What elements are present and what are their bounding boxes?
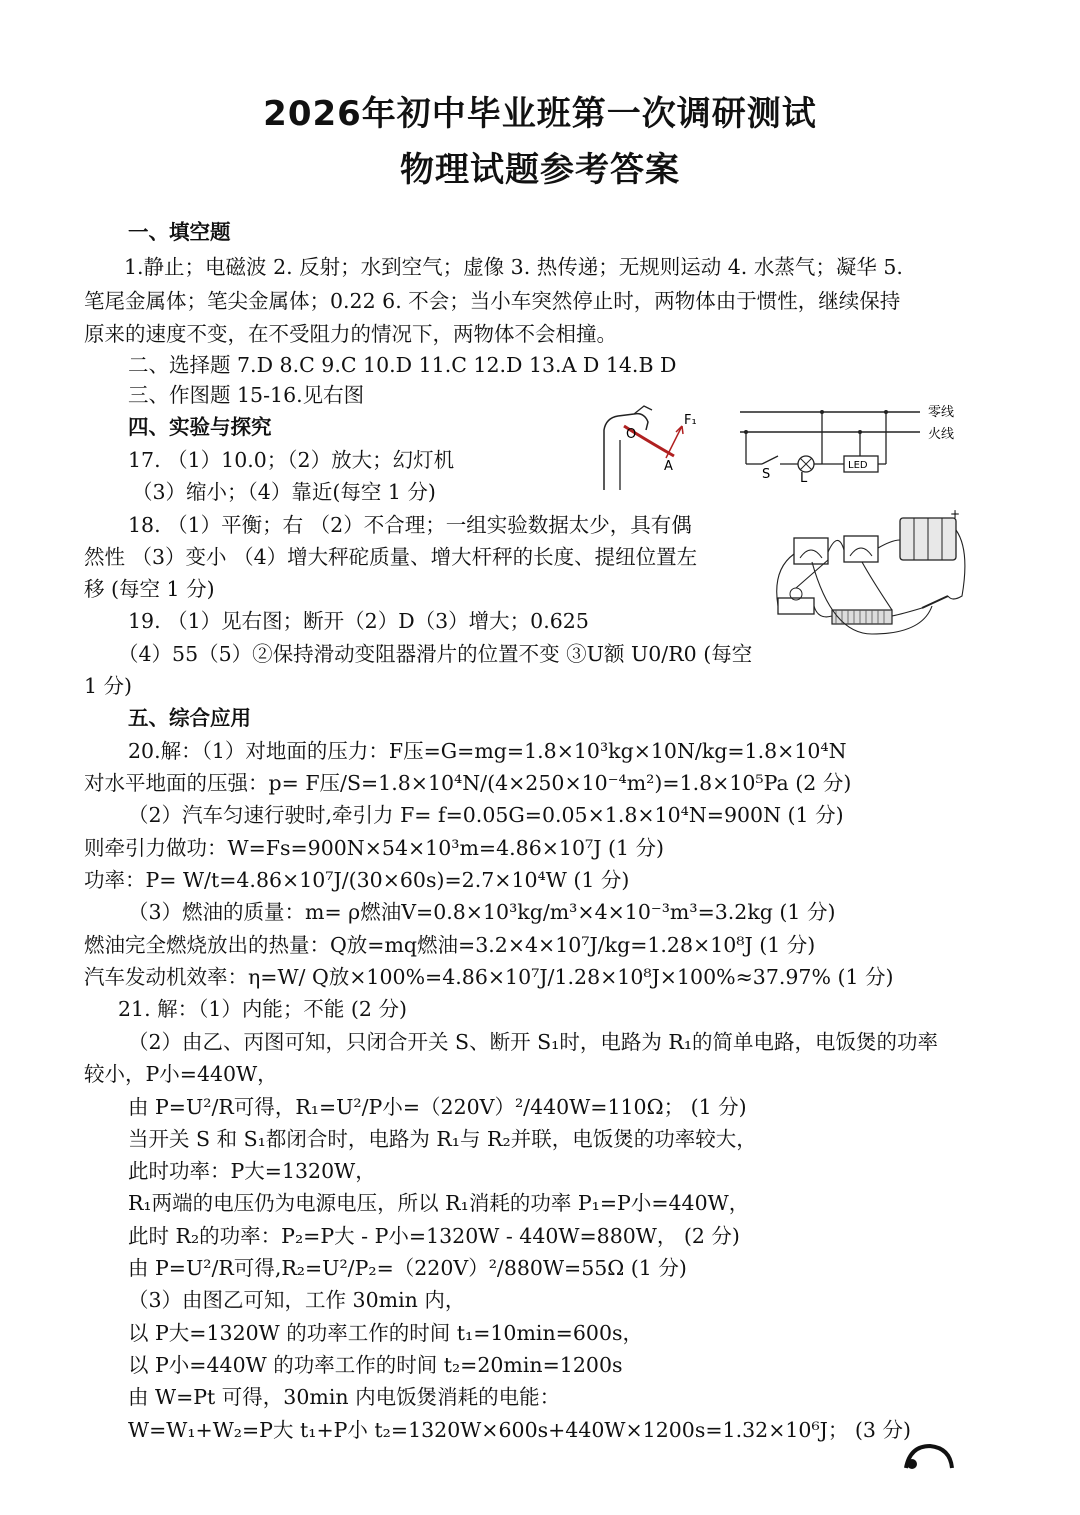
answer-line: 1 分) [84,674,133,698]
answer-line: 以 P大=1320W 的功率工作的时间 t₁=10min=600s， [128,1321,644,1345]
answer-line: 1.静止；电磁波 2. 反射；水到空气；虚像 3. 热传递；无规则运动 4. 水蒸气；凝华 5. [124,255,903,279]
answer-line: 对水平地面的压强：p= F压/S=1.8×10⁴N/(4×250×10⁻⁴m²)=1.8×10⁵Pa (2 分) [84,771,852,795]
answer-line: 21. 解：（1）内能；不能 (2 分) [118,997,407,1021]
section-experiment: 四、实验与探究 [128,415,272,439]
answer-line: （2）汽车匀速行驶时,牵引力 F= f=0.05G=0.05×1.8×10⁴N=900N (1 分) [128,803,844,827]
answer-line: R₁两端的电压仍为电源电压，所以 R₁消耗的功率 P₁=P小=440W， [128,1191,750,1215]
answer-line: 以 P小=440W 的功率工作的时间 t₂=20min=1200s [128,1353,623,1377]
answer-line: （4）55（5）②保持滑动变阻器滑片的位置不变 ③U额 U0/R0 (每空 [118,642,753,666]
answer-line: 由 P=U²/R可得，R₁=U²/P小=（220V）²/440W=110Ω； (1 分) [128,1095,747,1119]
answer-line: 原来的速度不变，在不受阻力的情况下，两物体不会相撞。 [84,322,617,346]
section-application: 五、综合应用 [128,706,251,730]
answer-line: （3）燃油的质量：m= ρ燃油V=0.8×10³kg/m³×4×10⁻³m³=3.2kg (1 分) [128,900,836,924]
svg-text:+: + [950,510,961,521]
household-circuit-figure [740,400,975,482]
answer-line: 由 W=Pt 可得，30min 内电饭煲消耗的电能： [128,1385,561,1409]
doc-title-line1: 2026年初中毕业班第一次调研测试 [263,94,817,134]
answer-line: 移 (每空 1 分) [84,577,215,601]
answer-line: （2）由乙、丙图可知，只闭合开关 S、断开 S₁时，电路为 R₁的简单电路，电饭煲的功率 [128,1030,939,1054]
neutral-label: 零线 [928,405,955,420]
section-fill-blank: 一、填空题 [128,220,231,244]
answer-line: （3）由图乙可知，工作 30min 内， [128,1288,466,1312]
answer-line: 由 P=U²/R可得,R₂=U²/P₂=（220V）²/880W=55Ω (1 分) [128,1256,687,1280]
answer-line: 20.解：（1）对地面的压力：F压=G=mg=1.8×10³kg×10N/kg=1.8×10⁴N [128,739,847,763]
section-drawing: 三、作图题 15-16.见右图 [128,383,365,407]
led-label: LED [848,460,868,471]
switch-label: S [762,467,771,482]
answer-line: 19. （1）见右图；断开（2）D（3）增大；0.625 [128,609,589,633]
corner-mark-icon [900,1440,960,1470]
answer-line: 燃油完全燃烧放出的热量：Q放=mq燃油=3.2×4×10⁷J/kg=1.28×10⁸J (1 分) [84,933,816,957]
answer-line: 然性 （3）变小 （4）增大秤砣质量、增大杆秤的长度、提纽位置左 [84,545,698,569]
live-label: 火线 [928,427,955,442]
lever-figure [596,400,706,495]
section-choice: 二、选择题 7.D 8.C 9.C 10.D 11.C 12.D 13.A D 14.B D [128,353,677,377]
answer-line: 此时 R₂的功率：P₂=P大 - P小=1320W - 440W=880W， (2 分) [128,1224,740,1248]
answer-line: 17. （1）10.0；（2）放大；幻灯机 [128,448,455,472]
answer-line: 则牵引力做功：W=Fs=900N×54×10³m=4.86×10⁷J (1 分) [84,836,665,860]
lamp-label: L [800,471,808,482]
point-label: A [664,459,673,474]
answer-line: 18. （1）平衡；右 （2）不合理；一组实验数据太少，具有偶 [128,513,692,537]
force-label: F₁ [684,413,697,428]
answer-line: 当开关 S 和 S₁都闭合时，电路为 R₁与 R₂并联，电饭煲的功率较大， [128,1127,757,1151]
pivot-label: O [626,427,637,442]
doc-title-line2: 物理试题参考答案 [400,150,680,190]
answer-line: W=W₁+W₂=P大 t₁+P小 t₂=1320W×600s+440W×1200s=1.32×10⁶J； (3 分) [128,1418,911,1442]
answer-line: （3）缩小；（4）靠近(每空 1 分) [132,480,436,504]
answer-line: 功率：P= W/t=4.86×10⁷J/(30×60s)=2.7×10⁴W (1 分) [84,868,630,892]
answer-line: 笔尾金属体；笔尖金属体；0.22 6. 不会；当小车突然停止时，两物体由于惯性，继续保持 [84,289,901,313]
answer-line: 汽车发动机效率：η=W/ Q放×100%=4.86×10⁷J/1.28×10⁸J×100%≈37.97% (1 分) [84,965,894,989]
answer-line: 较小，P小=440W， [84,1062,278,1086]
answer-line: 此时功率：P大=1320W， [128,1159,376,1183]
experiment-circuit-figure [772,510,972,645]
